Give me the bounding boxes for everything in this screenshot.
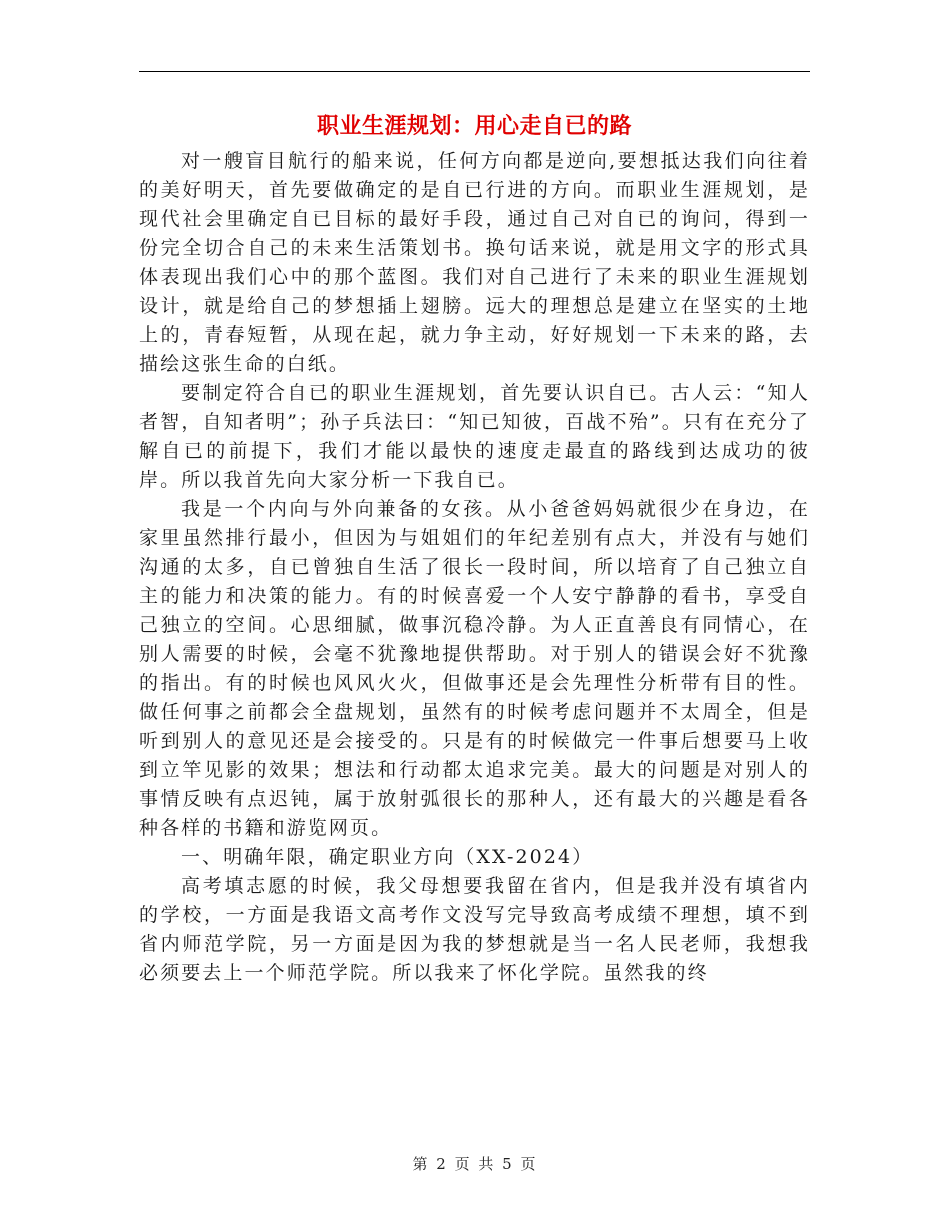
document-title: 职业生涯规划：用心走自已的路 <box>316 113 632 139</box>
section-heading-1: 一、明确年限，确定职业方向（XX-2024） <box>181 846 594 868</box>
header-rule <box>139 71 810 72</box>
paragraph-self-description: 我是一个内向与外向兼备的女孩。从小爸爸妈妈就很少在身边，在家里虽然排行最小，但因为与姐姐们的年纪差别有点大，并没有与她们沟通的太多，自已曾独自生活了很长一段时间，所以培育了自己独立自主的能力和决策的能力。有的时候喜爱一个人安宁静静的看书，享受自己独立的空间。心思细腻，做事沉稳冷静。为人正直善良有同情心，在别人需要的时候，会毫不犹豫地提供帮助。对于别人的错误会好不犹豫的指出。有的时候也风风火火，但做事还是会先理性分析带有目的性。做任何事之前都会全盘规划，虽然有的时候考虑问题并不太周全，但是听到别人的意见还是会接受的。只是有的时候做完一件事后想要马上收到立竿见影的效果；想法和行动都太追求完美。最大的问题是对别人的事情反映有点迟钝，属于放射弧很长的那种人，还有最大的兴趣是看各种各样的书籍和游览网页。 <box>139 498 810 839</box>
paragraph-intro: 对一艘盲目航行的船来说，任何方向都是逆向,要想抵达我们向往着的美好明天，首先要做确定的是自已行进的方向。而职业生涯规划，是现代社会里确定自已目标的最好手段，通过自己对自已的询问，得到一份完全切合自己的未来生活策划书。换句话来说，就是用文字的形式具体表现出我们心中的那个蓝图。我们对自己进行了未来的职业生涯规划设计，就是给自己的梦想插上翅膀。远大的理想总是建立在坚实的土地上的，青春短暂，从现在起，就力争主动，好好规划一下未来的路，去描绘这张生命的白纸。 <box>139 150 810 375</box>
paragraph-college-choice: 高考填志愿的时候，我父母想要我留在省内，但是我并没有填省内的学校，一方面是我语文高考作文没写完导致高考成绩不理想，填不到省内师范学院，另一方面是因为我的梦想就是当一名人民老师，我想我必须要去上一个师范学院。所以我来了怀化学院。虽然我的终 <box>139 875 810 984</box>
document-body <box>139 147 810 988</box>
page-number-footer: 第 2 页 共 5 页 <box>412 1155 538 1173</box>
paragraph-know-yourself: 要制定符合自已的职业生涯规划，首先要认识自已。古人云：“知人者智，自知者明”；孙子兵法曰：“知已知彼，百战不殆”。只有在充分了解自已的前提下，我们才能以最快的速度走最直的路线到达成功的彼岸。所以我首先向大家分析一下我自已。 <box>139 382 810 491</box>
